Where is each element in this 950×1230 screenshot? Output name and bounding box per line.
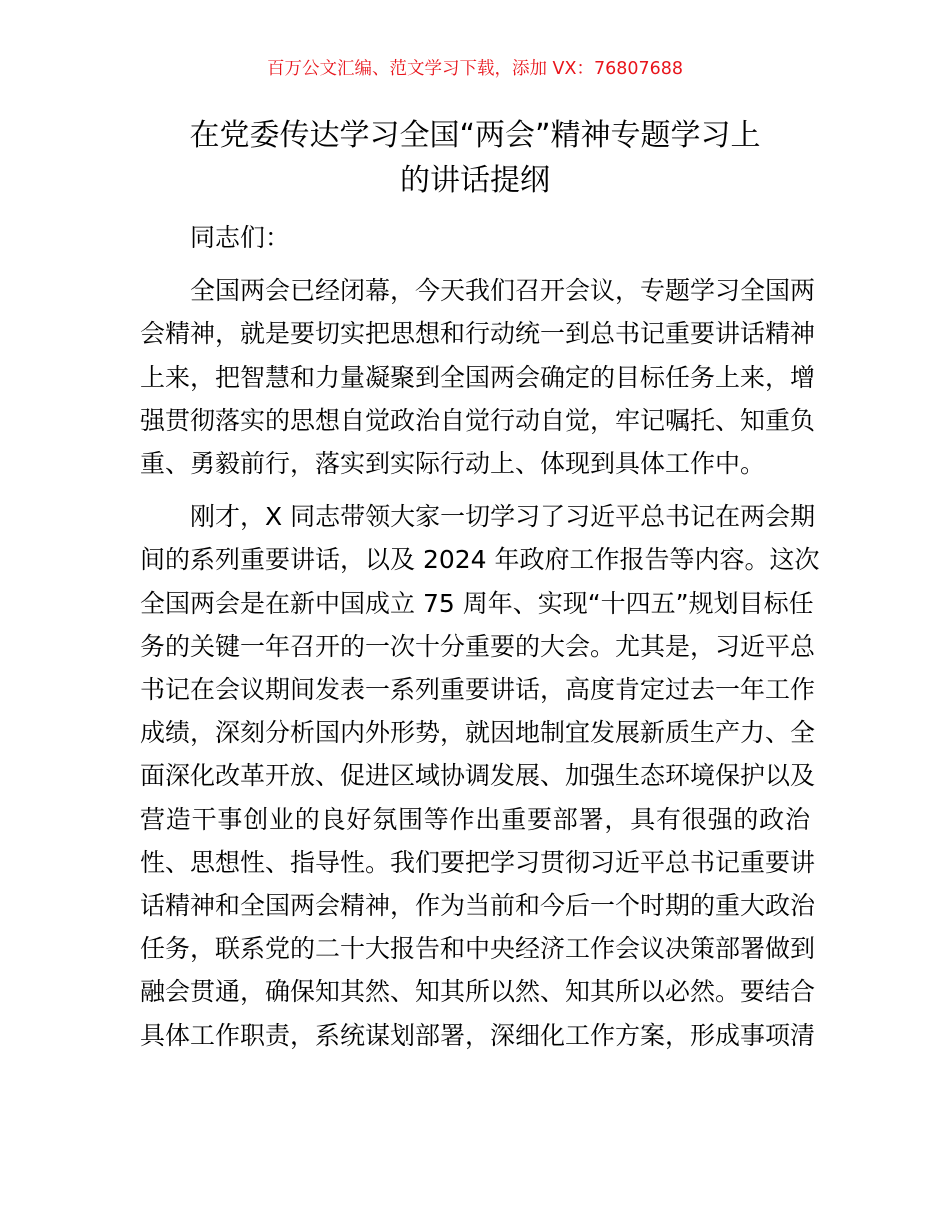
paragraph-line: 上来，把智慧和力量凝聚到全国两会确定的目标任务上来，增 bbox=[140, 362, 816, 392]
watermark-header: 百万公文汇编、范文学习下载，添加 VX：76807688 bbox=[266, 59, 684, 79]
paragraph-line: 重、勇毅前行，落实到实际行动上、体现到具体工作中。 bbox=[140, 449, 766, 479]
paragraph-line: 全国两会是在新中国成立 75 周年、实现“十四五”规划目标任 bbox=[140, 588, 814, 618]
paragraph-line: 营造干事创业的良好氛围等作出重要部署，具有很强的政治 bbox=[140, 804, 810, 834]
document-body bbox=[140, 216, 820, 1057]
paragraph-line: 性、思想性、指导性。我们要把学习贯彻习近平总书记重要讲 bbox=[140, 847, 816, 877]
paragraph-2 bbox=[140, 495, 820, 1057]
paragraph-line: 具体工作职责，系统谋划部署，深细化工作方案，形成事项清 bbox=[140, 1020, 816, 1050]
document-title bbox=[140, 113, 810, 203]
paragraph-line: 务的关键一年召开的一次十分重要的大会。尤其是，习近平总 bbox=[140, 631, 816, 661]
paragraph-line: 书记在会议期间发表一系列重要讲话，高度肯定过去一年工作 bbox=[140, 675, 816, 705]
title-line-2: 的讲话提纲 bbox=[400, 163, 550, 198]
paragraph-line: 话精神和全国两会精神，作为当前和今后一个时期的重大政治 bbox=[140, 891, 816, 921]
paragraph-line: 面深化改革开放、促进区域协调发展、加强生态环境保护以及 bbox=[140, 761, 816, 791]
greeting: 同志们： bbox=[190, 223, 291, 252]
paragraph-line: 成绩，深刻分析国内外形势，就因地制宜发展新质生产力、全 bbox=[140, 718, 816, 748]
paragraph-line: 融会贯通，确保知其然、知其所以然、知其所以必然。要结合 bbox=[140, 977, 816, 1007]
paragraph-line: 间的系列重要讲话，以及 2024 年政府工作报告等内容。这次 bbox=[140, 545, 820, 575]
paragraph-1 bbox=[140, 269, 816, 485]
paragraph-line: 任务，联系党的二十大报告和中央经济工作会议决策部署做到 bbox=[140, 934, 816, 964]
title-line-1: 在党委传达学习全国“两会”精神专题学习上 bbox=[189, 118, 761, 153]
paragraph-line: 强贯彻落实的思想自觉政治自觉行动自觉，牢记嘱托、知重负 bbox=[140, 405, 816, 435]
paragraph-line: 全国两会已经闭幕，今天我们召开会议，专题学习全国两 bbox=[190, 276, 816, 306]
paragraph-line: 会精神，就是要切实把思想和行动统一到总书记重要讲话精神 bbox=[140, 319, 816, 349]
paragraph-line: 刚才，X 同志带领大家一切学习了习近平总书记在两会期 bbox=[190, 502, 816, 532]
